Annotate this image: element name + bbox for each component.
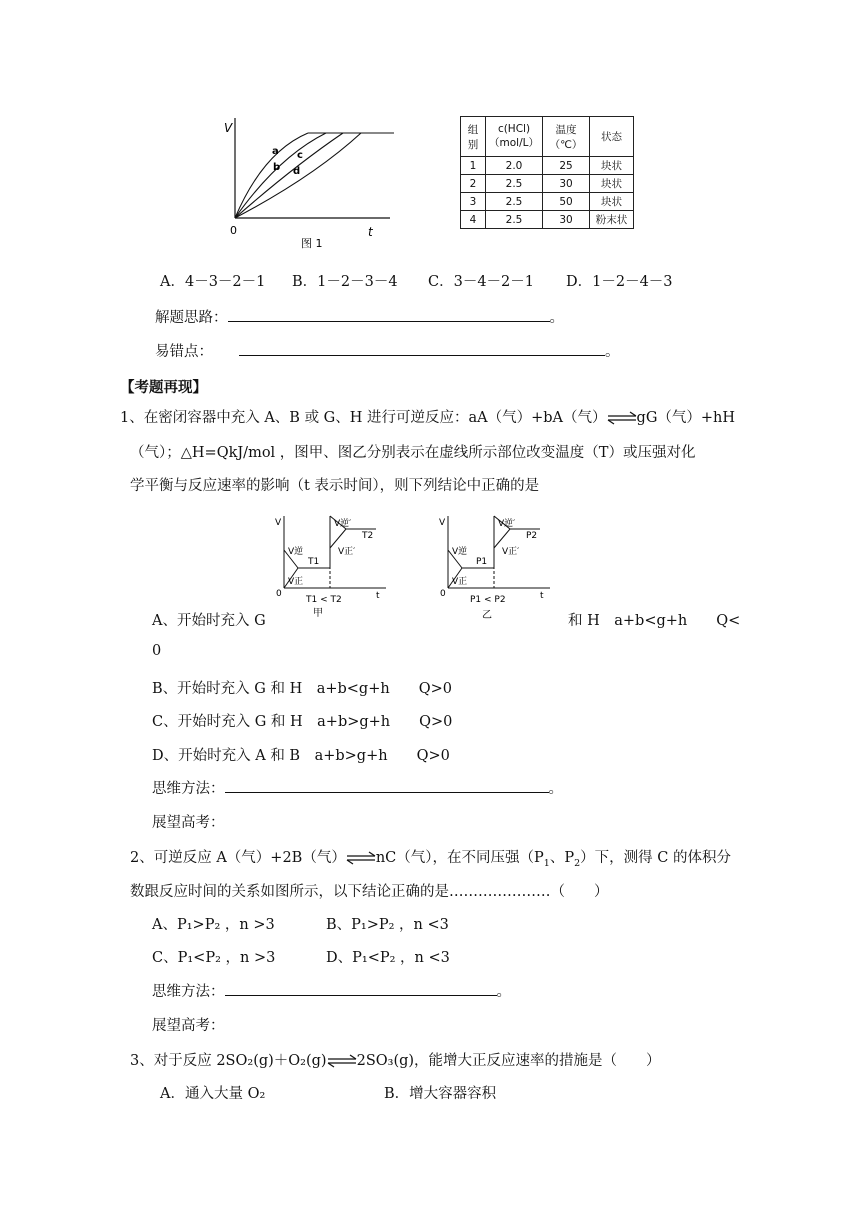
q0-option-d: D．1－2－4－3 xyxy=(566,274,673,290)
q3-line1-a: 3、对于反应 2SO₂(g)＋O₂(g) xyxy=(130,1053,327,1069)
cell: 块状 xyxy=(590,175,634,193)
q2-line1-a: 2、可逆反应 A（气）+2B（气） xyxy=(130,850,346,866)
q2-option-d: D、P₁<P₂ ，n <3 xyxy=(326,950,450,966)
yi-v-ni-prime: V逆′ xyxy=(498,519,516,529)
jia-v-ni-prime: V逆′ xyxy=(334,519,352,529)
q1-option-a-wrap: 0 xyxy=(152,643,162,659)
approach-label: 解题思路： xyxy=(155,310,228,326)
cell: 50 xyxy=(543,193,590,211)
q1-option-b: B、开始时充入 G 和 H a+b<g+h Q>0 xyxy=(152,681,452,697)
section-title: 【考题再现】 xyxy=(120,379,207,396)
q1-method xyxy=(152,777,563,798)
q2-line1 xyxy=(130,846,731,869)
table-row xyxy=(461,211,634,229)
table-row xyxy=(461,157,634,175)
q2-line1-c: 、P xyxy=(549,850,575,866)
table-header-row xyxy=(461,117,634,157)
fig1-x-label: t xyxy=(368,225,373,239)
q1-method-label: 思维方法： xyxy=(152,781,225,797)
yi-v-zheng-prime: V正′ xyxy=(502,547,520,557)
cell: 2.5 xyxy=(486,193,543,211)
q0-option-a: A．4－3－2－1 xyxy=(160,274,266,290)
yi-y-label: V xyxy=(439,518,446,528)
header-group-2: 别 xyxy=(467,138,479,151)
curve-label-b: b xyxy=(273,162,281,173)
q2-sub-2: 2 xyxy=(574,857,581,869)
equilibrium-arrow-icon xyxy=(346,851,376,865)
q2-outlook: 展望高考： xyxy=(152,1018,225,1034)
yi-v-zheng: V正 xyxy=(452,577,468,587)
cell: 2.5 xyxy=(486,211,543,229)
table-row xyxy=(461,193,634,211)
q1-method-blank xyxy=(225,778,549,793)
q3-line1-b: 2SO₃(g)，能增大正反应速率的措施是（ ） xyxy=(356,1053,661,1069)
yi-condition: P1 < P2 xyxy=(470,595,506,605)
q3-line1 xyxy=(130,1049,661,1070)
cell: 30 xyxy=(543,211,590,229)
header-conc-1: c(HCl) xyxy=(497,123,531,135)
yi-x-label: t xyxy=(540,591,544,601)
jia-condition: T1 < T2 xyxy=(306,595,342,605)
jia-x-label: t xyxy=(376,591,380,601)
q1-line2: （气）；△H=QkJ/mol ，图甲、图乙分别表示在虚线所示部位改变温度（T）或压强对化 xyxy=(130,445,696,461)
cell: 1 xyxy=(461,157,486,175)
jia-v-zheng: V正 xyxy=(288,577,304,587)
curve-label-d: d xyxy=(293,166,301,177)
jia-y-label: V xyxy=(275,518,282,528)
approach-end: 。 xyxy=(549,310,564,326)
jia-origin: 0 xyxy=(276,589,282,599)
yi-p1: P1 xyxy=(476,557,488,567)
cell: 2.5 xyxy=(486,175,543,193)
error-end: 。 xyxy=(605,344,620,360)
curve-label-c: c xyxy=(297,150,303,161)
graph-jia-temperature xyxy=(268,512,398,622)
fig1-origin: 0 xyxy=(230,224,237,237)
cell: 3 xyxy=(461,193,486,211)
table-row xyxy=(461,175,634,193)
header-temp-1: 温度 xyxy=(555,123,577,136)
jia-v-zheng-prime: V正′ xyxy=(338,547,356,557)
cell: 2 xyxy=(461,175,486,193)
q2-option-b: B、P₁>P₂ ，n <3 xyxy=(326,917,449,933)
q2-option-a: A、P₁>P₂ ，n >3 xyxy=(152,917,275,933)
q1-option-a-right: 和 H a+b<g+h Q< xyxy=(568,613,741,629)
cell: 4 xyxy=(461,211,486,229)
q1-outlook: 展望高考： xyxy=(152,815,225,831)
error-blank xyxy=(239,341,605,356)
jia-t1: T1 xyxy=(308,557,320,567)
header-state: 状态 xyxy=(601,131,622,143)
q0-option-b: B．1－2－3－4 xyxy=(292,274,398,290)
q2-line2: 数跟反应时间的关系如图所示，以下结论正确的是…………………（ ） xyxy=(130,884,609,900)
q0-error xyxy=(155,340,620,361)
q2-method-blank xyxy=(225,981,497,996)
equilibrium-arrow-icon xyxy=(607,411,637,425)
yi-caption: 乙 xyxy=(482,610,492,621)
q1-option-a-left: A、开始时充入 G xyxy=(152,613,266,629)
yi-v-ni: V逆 xyxy=(452,547,468,557)
curve-label-a: a xyxy=(272,146,279,157)
error-label: 易错点： xyxy=(155,344,213,360)
q3-option-a: A．通入大量 O₂ xyxy=(160,1086,266,1102)
q2-method xyxy=(152,980,511,1001)
jia-caption: 甲 xyxy=(313,608,323,619)
hcl-reaction-table xyxy=(460,116,634,229)
q0-approach xyxy=(155,306,564,327)
figure-1-rate-curves xyxy=(218,112,394,254)
fig1-y-label: V xyxy=(224,121,233,135)
cell: 粉末状 xyxy=(590,211,634,229)
q3-option-b: B．增大容器容积 xyxy=(384,1086,497,1102)
q2-line1-d: ）下，测得 C 的体积分 xyxy=(580,850,731,866)
q2-method-end: 。 xyxy=(496,984,511,1000)
header-temp-2: （℃） xyxy=(549,138,583,151)
graph-yi-pressure xyxy=(432,512,562,624)
q2-option-c: C、P₁<P₂ ，n >3 xyxy=(152,950,276,966)
cell: 块状 xyxy=(590,193,634,211)
q1-line1-text-b: gG（气）+hH xyxy=(636,410,736,426)
cell: 30 xyxy=(543,175,590,193)
fig1-caption: 图 1 xyxy=(301,237,323,250)
cell: 25 xyxy=(543,157,590,175)
q2-sub-1: 1 xyxy=(543,857,550,869)
jia-v-ni: V逆 xyxy=(288,547,304,557)
q1-line3: 学平衡与反应速率的影响（t 表示时间），则下列结论中正确的是 xyxy=(130,478,540,494)
yi-p2: P2 xyxy=(526,531,538,541)
q2-line1-b: nC（气），在不同压强（P xyxy=(375,850,544,866)
q1-line1 xyxy=(120,406,735,427)
yi-origin: 0 xyxy=(440,589,446,599)
header-conc-2: （mol/L） xyxy=(489,137,539,149)
q1-option-c: C、开始时充入 G 和 H a+b>g+h Q>0 xyxy=(152,714,453,730)
cell: 块状 xyxy=(590,157,634,175)
q1-option-d: D、开始时充入 A 和 B a+b>g+h Q>0 xyxy=(152,748,450,764)
header-group-1: 组 xyxy=(467,123,479,136)
q2-method-label: 思维方法： xyxy=(152,984,225,1000)
equilibrium-arrow-icon xyxy=(327,1054,357,1068)
q1-line1-text: 1、在密闭容器中充入 A、B 或 G、H 进行可逆反应：aA（气）+bA（气） xyxy=(120,410,607,426)
cell: 2.0 xyxy=(486,157,543,175)
approach-blank xyxy=(228,307,550,322)
q1-method-end: 。 xyxy=(548,781,563,797)
jia-t2: T2 xyxy=(362,531,374,541)
q0-option-c: C．3－4－2－1 xyxy=(428,274,534,290)
